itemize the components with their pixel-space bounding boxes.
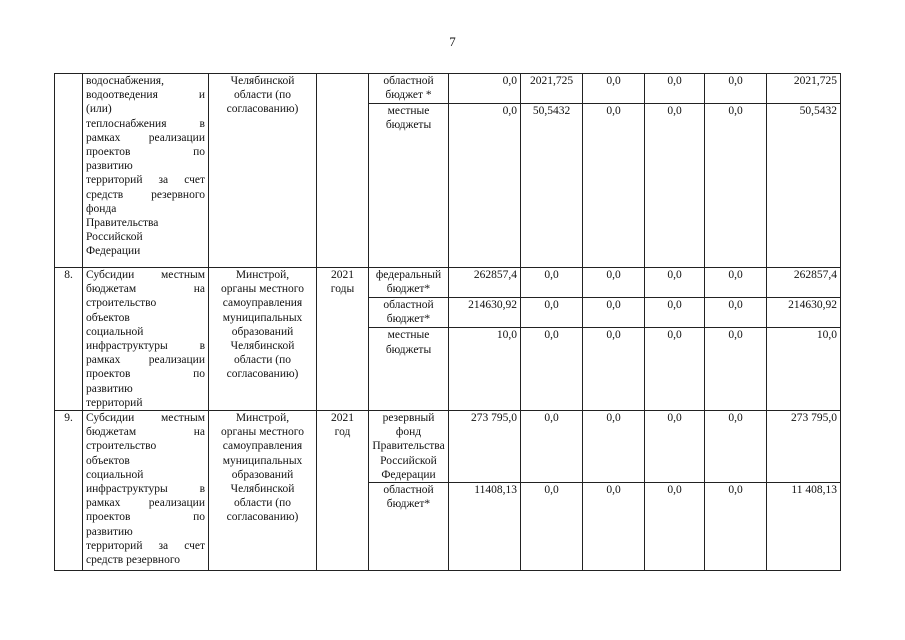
text-line: Правительства xyxy=(372,440,445,453)
amount-v4: 0,0 xyxy=(645,268,705,298)
amount-v2: 0,0 xyxy=(521,298,583,328)
text-line: рамках реализации xyxy=(86,131,205,144)
text-line: органы местного xyxy=(221,283,304,296)
text-line: строительство xyxy=(86,297,157,310)
text-line: согласованию) xyxy=(226,511,299,524)
amount-total: 273 795,0 xyxy=(767,411,841,483)
amount-v4: 0,0 xyxy=(645,298,705,328)
text-line: фонда xyxy=(86,202,117,215)
amount-v5: 0,0 xyxy=(705,104,767,268)
text-line: инфраструктуры в xyxy=(86,340,205,353)
text-line: Челябинской xyxy=(230,75,295,87)
text-line: проектов по xyxy=(86,511,205,524)
text-line: бюджетам на xyxy=(86,426,205,439)
text-line: (или) xyxy=(86,103,112,116)
text-line: Минстрой, xyxy=(235,269,290,281)
text-line: Правительства xyxy=(86,217,159,230)
text-line: водоснабжения, xyxy=(86,75,164,87)
amount-v3: 0,0 xyxy=(583,328,645,411)
amount-v5: 0,0 xyxy=(705,483,767,571)
text-line: развитию xyxy=(86,525,133,538)
amount-v2: 0,0 xyxy=(521,328,583,411)
term xyxy=(317,268,369,411)
amount-total: 50,5432 xyxy=(767,104,841,268)
text-line: согласованию) xyxy=(226,103,299,116)
funding-source xyxy=(369,268,449,298)
text-line: Федерации xyxy=(86,245,141,258)
funding-source xyxy=(369,298,449,328)
amount-v3: 0,0 xyxy=(583,298,645,328)
executor xyxy=(209,411,317,571)
text-line: Челябинской xyxy=(230,340,295,353)
text-line: средств резервного xyxy=(86,554,180,567)
text-line: рамках реализации xyxy=(86,497,205,510)
executor xyxy=(209,268,317,411)
funding-source xyxy=(369,411,449,483)
text-line: социальной xyxy=(86,325,144,338)
executor xyxy=(209,74,317,268)
amount-v1: 11408,13 xyxy=(449,483,521,571)
amount-v3: 0,0 xyxy=(583,483,645,571)
amount-v5: 0,0 xyxy=(705,268,767,298)
amount-v2: 0,0 xyxy=(521,268,583,298)
text-line: муниципальных xyxy=(222,311,303,324)
text-line: территорий за счет xyxy=(86,174,205,187)
text-line: территорий за счет xyxy=(86,539,205,552)
amount-v4: 0,0 xyxy=(645,328,705,411)
funding-source xyxy=(369,483,449,571)
text-line: федеральный xyxy=(375,269,442,281)
text-line: самоуправления xyxy=(222,440,303,453)
amount-v4: 0,0 xyxy=(645,74,705,104)
text-line: рамках реализации xyxy=(86,354,205,367)
amount-v4: 0,0 xyxy=(645,483,705,571)
text-line: 2021 xyxy=(331,269,354,281)
text-line: областной xyxy=(383,75,434,87)
text-line: органы местного xyxy=(221,426,304,439)
amount-v1: 0,0 xyxy=(449,74,521,104)
text-line: Российской xyxy=(86,231,143,244)
text-line: развитию xyxy=(86,382,133,395)
text-line: проектов по xyxy=(86,146,205,159)
funding-source xyxy=(369,104,449,268)
measure-name xyxy=(83,411,209,571)
amount-v4: 0,0 xyxy=(645,104,705,268)
table-row xyxy=(55,268,841,298)
text-line: области (по xyxy=(233,89,292,102)
amount-v5: 0,0 xyxy=(705,411,767,483)
text-line: областной xyxy=(383,299,434,312)
amount-total: 214630,92 xyxy=(767,298,841,328)
text-line: местные xyxy=(387,105,430,117)
text-line: год xyxy=(334,426,351,439)
amount-v5: 0,0 xyxy=(705,74,767,104)
text-line: образований xyxy=(231,468,294,481)
text-line: муниципальных xyxy=(222,454,303,467)
amount-total: 262857,4 xyxy=(767,268,841,298)
table-row xyxy=(55,411,841,483)
text-line: самоуправления xyxy=(222,297,303,310)
text-line: Минстрой, xyxy=(235,412,290,425)
text-line: области (по xyxy=(233,354,292,367)
row-number: 8. xyxy=(55,268,83,411)
text-line: Федерации xyxy=(381,468,436,481)
text-line: теплоснабжения в xyxy=(86,117,205,130)
text-line: бюджеты xyxy=(385,119,432,132)
amount-v3: 0,0 xyxy=(583,104,645,268)
text-line: резервный xyxy=(382,412,435,425)
amount-v3: 0,0 xyxy=(583,411,645,483)
table-body xyxy=(55,74,841,571)
text-line: годы xyxy=(330,283,355,296)
measure-name xyxy=(83,268,209,411)
text-line: Субсидии местным xyxy=(86,412,205,425)
amount-v4: 0,0 xyxy=(645,411,705,483)
amount-v5: 0,0 xyxy=(705,328,767,411)
term xyxy=(317,74,369,268)
text-line: водоотведения и xyxy=(86,89,205,102)
funding-source xyxy=(369,74,449,104)
text-line: бюджет* xyxy=(386,313,431,326)
text-line: Российской xyxy=(380,454,437,467)
amount-v1: 273 795,0 xyxy=(449,411,521,483)
page-number: 7 xyxy=(449,34,456,49)
amount-total: 10,0 xyxy=(767,328,841,411)
amount-v5: 0,0 xyxy=(705,298,767,328)
amount-v2: 2021,725 xyxy=(521,74,583,104)
text-line: проектов по xyxy=(86,368,205,381)
amount-v2: 50,5432 xyxy=(521,104,583,268)
amount-v3: 0,0 xyxy=(583,268,645,298)
row-number xyxy=(55,74,83,268)
text-line: 2021 xyxy=(331,412,354,425)
term xyxy=(317,411,369,571)
amount-total: 2021,725 xyxy=(767,74,841,104)
text-line: средств резервного xyxy=(86,188,205,201)
text-line: развитию xyxy=(86,160,133,173)
text-line: бюджетам на xyxy=(86,283,205,296)
text-line: бюджет* xyxy=(386,498,431,511)
text-line: бюджет * xyxy=(385,89,432,102)
text-line: территорий xyxy=(86,396,143,409)
text-line: бюджеты xyxy=(385,343,432,356)
text-line: Челябинской xyxy=(230,483,295,496)
amount-v1: 214630,92 xyxy=(449,298,521,328)
measure-name xyxy=(83,74,209,268)
amount-v1: 0,0 xyxy=(449,104,521,268)
table-row xyxy=(55,74,841,104)
text-line: инфраструктуры в xyxy=(86,483,205,496)
amount-v3: 0,0 xyxy=(583,74,645,104)
text-line: объектов xyxy=(86,311,130,324)
text-line: социальной xyxy=(86,468,144,481)
text-line: строительство xyxy=(86,440,157,453)
text-line: образований xyxy=(231,325,294,338)
text-line: областной xyxy=(383,484,434,497)
amount-v1: 10,0 xyxy=(449,328,521,411)
text-line: бюджет* xyxy=(386,283,431,296)
funding-source xyxy=(369,328,449,411)
row-number: 9. xyxy=(55,411,83,571)
text-line: местные xyxy=(387,329,430,342)
amount-v2: 0,0 xyxy=(521,411,583,483)
text-line: фонд xyxy=(395,426,422,439)
text-line: Субсидии местным xyxy=(86,269,205,281)
text-line: объектов xyxy=(86,454,130,467)
text-line: согласованию) xyxy=(226,368,299,381)
text-line: области (по xyxy=(233,497,292,510)
amount-v2: 0,0 xyxy=(521,483,583,571)
program-table xyxy=(54,73,841,571)
amount-v1: 262857,4 xyxy=(449,268,521,298)
amount-total: 11 408,13 xyxy=(767,483,841,571)
